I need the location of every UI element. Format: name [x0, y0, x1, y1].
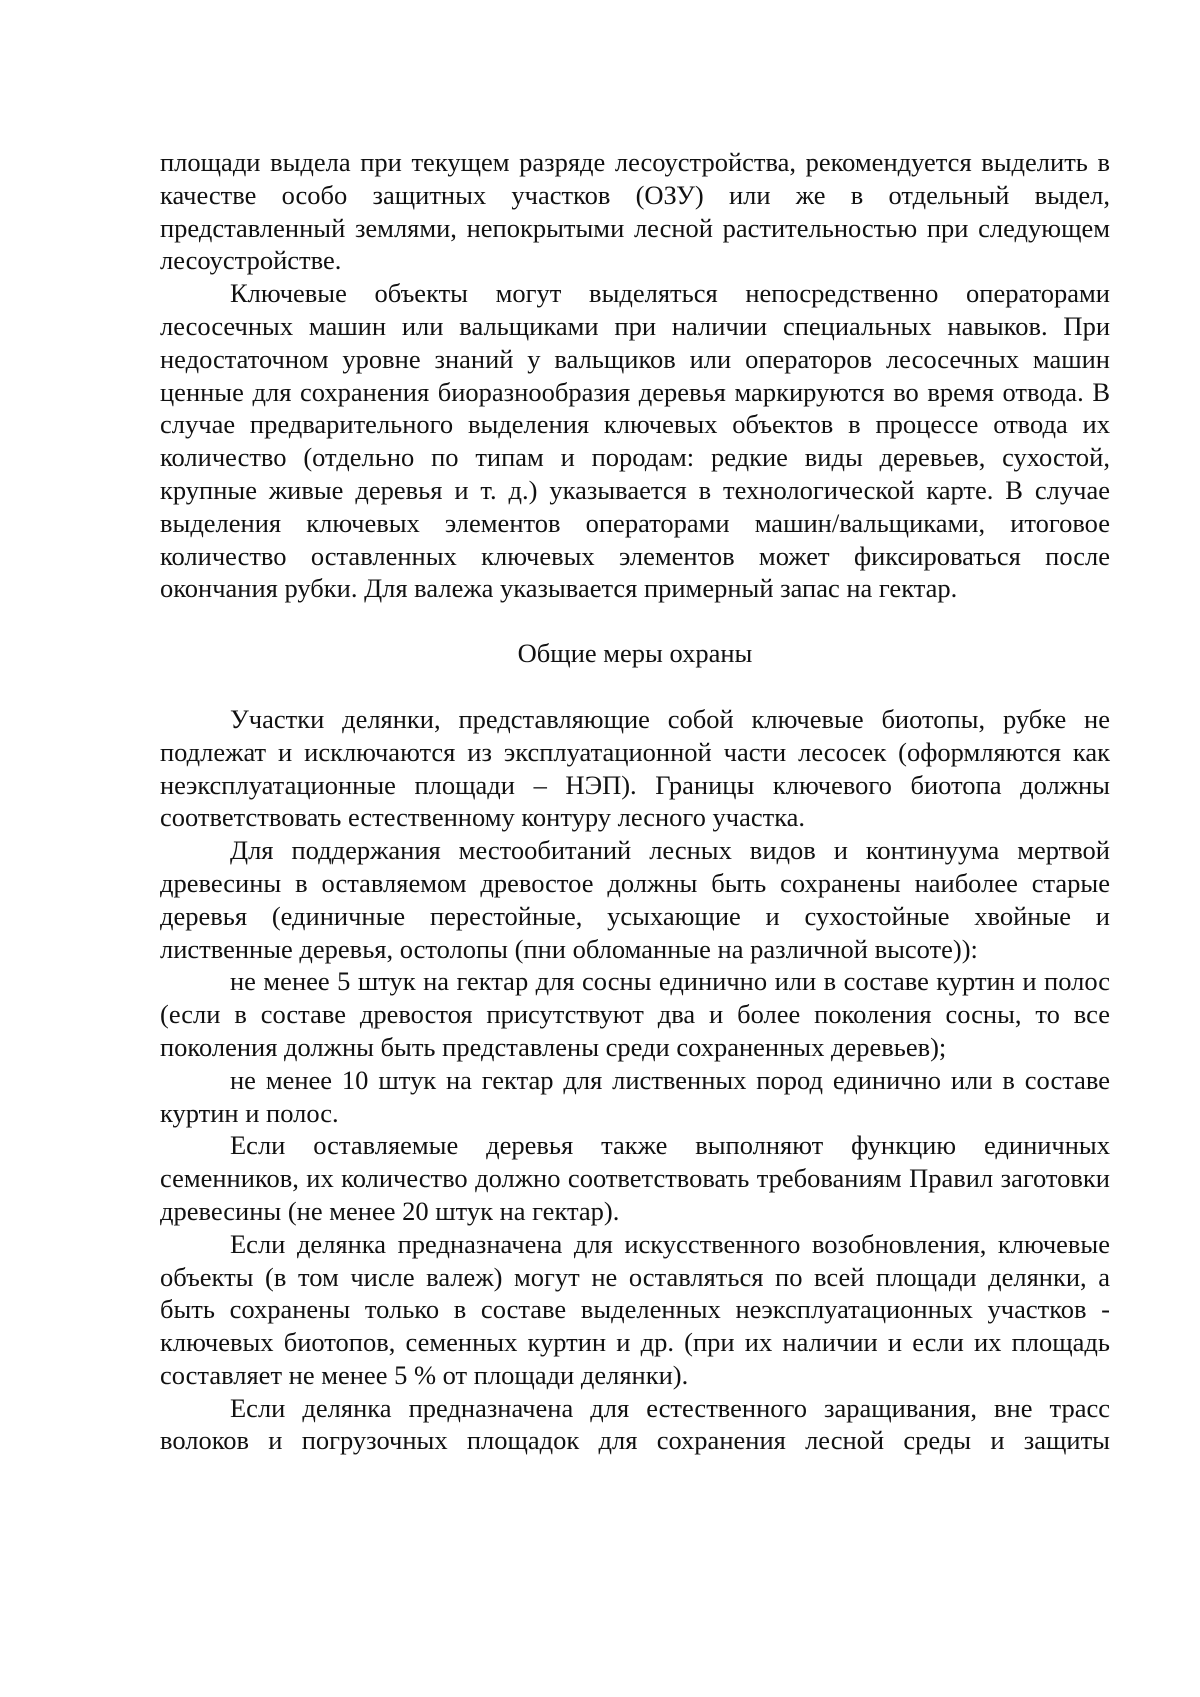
paragraph-old-trees: Для поддержания местообитаний лесных видов и континуума мертвой древесины в оставляемом древостое должны быть сохранены наиболее старые деревья (единичные перестойные, усыхающие и сухостойные хвойные и лиственные деревья, остолопы (пни обломанные на различной высоте)):	[160, 835, 1110, 964]
paragraph-pine-requirement: не менее 5 штук на гектар для сосны единично или в составе куртин и полос (если в составе древостоя присутствуют два и более поколения сосны, то все поколения должны быть представлены среди сохраненных деревьев);	[160, 966, 1110, 1062]
document-body	[160, 146, 1110, 1457]
paragraph-key-objects: Ключевые объекты могут выделяться непосредственно операторами лесосечных машин или вальщиками при наличии специальных навыков. При недостаточном уровне знаний у вальщиков или операторов лесосечных машин ценные для сохранения биоразнообразия деревья маркируются во время отвода. В случае предварительного выделения ключевых объектов в процессе отвода их количество (отдельно по типам и породам: редкие виды деревьев, сухостой, крупные живые деревья и т. д.) указывается в технологической карте. В случае выделения ключевых элементов операторами машин/вальщиками, итоговое количество оставленных ключевых элементов может фиксироваться после окончания рубки. Для валежа указывается примерный запас на гектар.	[160, 278, 1110, 604]
paragraph-artificial-regeneration: Если делянка предназначена для искусственного возобновления, ключевые объекты (в том числе валеж) могут не оставляться по всей площади делянки, а быть сохранены только в составе выделенных неэксплуатационных участков - ключевых биотопов, семенных куртин и др. (при их наличии и если их площадь составляет не менее 5 % от площади делянки).	[160, 1228, 1110, 1390]
paragraph-natural-regeneration: Если делянка предназначена для естественного заращивания, вне трасс волоков и погрузочных площадок для сохранения лесной среды и защиты	[160, 1392, 1110, 1456]
paragraph-deciduous-requirement: не менее 10 штук на гектар для лиственных пород единично или в составе куртин и полос.	[160, 1064, 1110, 1128]
paragraph-seed-trees: Если оставляемые деревья также выполняют функцию единичных семенников, их количество должно соответствовать требованиям Правил заготовки древесины (не менее 20 штук на гектар).	[160, 1130, 1110, 1226]
section-heading: Общие меры охраны	[517, 638, 753, 669]
paragraph-continuation: площади выдела при текущем разряде лесоустройства, рекомендуется выделить в качестве особо защитных участков (ОЗУ) или же в отдельный выдел, представленный землями, непокрытыми лесной растительностью при следующем лесоустройстве.	[160, 147, 1110, 276]
paragraph-key-biotopes: Участки делянки, представляющие собой ключевые биотопы, рубке не подлежат и исключаются из эксплуатационной части лесосек (оформляются как неэксплуатационные площади – НЭП). Границы ключевого биотопа должны соответствовать естественному контуру лесного участка.	[160, 703, 1110, 833]
